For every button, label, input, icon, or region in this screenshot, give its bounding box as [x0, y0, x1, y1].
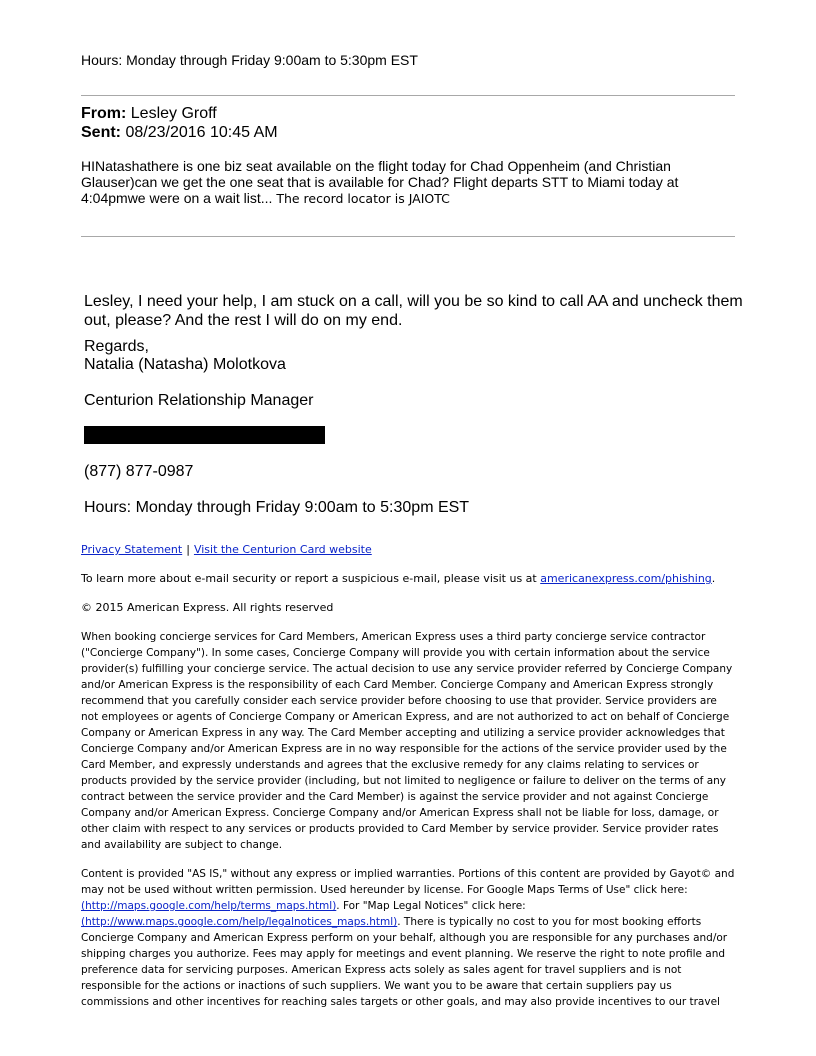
copyright-text: © 2015 American Express. All rights reserved [81, 601, 334, 614]
sent-line [81, 123, 278, 142]
sender-title: Centurion Relationship Manager [84, 392, 314, 409]
reply-body: Lesley, I need your help, I am stuck on a call, will you be so kind to call AA and uncheck them out, please? And the rest I will do on my end. [84, 293, 743, 329]
redaction-block [84, 426, 325, 444]
security-notice [81, 571, 737, 587]
sent-value: 08/23/2016 10:45 AM [125, 124, 278, 141]
from-value: Lesley Groff [130, 105, 217, 122]
sender-phone: (877) 877-0987 [84, 463, 194, 480]
content-text-3: . There is typically no cost to you for most booking efforts Concierge Company and American Express perform on your behalf, although you are responsible for any purchases and/or shipping charges you authorize. Fees may apply for meetings and event planning. We reserve the right to note profile and preference data for servicing purposes. American Express acts solely as sales agent for travel suppliers and is not responsible for the actions or inactions of such suppliers. We want you to be aware that certain suppliers pay us commissions and other incentives for reaching sales targets or other goals, and may also provide incentives to our travel [81, 916, 728, 1008]
period: . [711, 572, 716, 585]
concierge-disclaimer: When booking concierge services for Card Members, American Express uses a third party concierge service contractor ("Concierge Company"). In some cases, Concierge Company will provide you with certain information about the service provider(s) fulfilling your concierge service. The actual decision to use any service provider referred by Concierge Company and/or American Express is the responsibility of each Card Member. Concierge Company and American Express strongly recommend that you carefully consider each service provider before choosing to use that provider. Service providers are not employees or agents of Concierge Company or American Express, and are not authorized to act on behalf of Concierge Company or American Express in any way. The Card Member accepting and utilizing a service provider acknowledges that Concierge Company and/or American Express are in no way responsible for the actions of the service provider used by the Card Member, and expressly understands and agrees that the exclusive remedy for any claims relating to services or products provided by the service provider (including, but not limited to negligence or failure to deliver on the terms of any contract between the service provider and the Card Member) is against the service provider and not against Concierge Company and/or American Express. Concierge Company and/or American Express shall not be liable for loss, damage, or other claim with respect to any services or products provided to Card Member by service provider. Service provider rates and availability are subject to change. [81, 631, 733, 851]
from-line [81, 104, 217, 123]
original-message-body: HINatashathere is one biz seat available on the flight today for Chad Oppenheim (and Christian Glauser)can we get the one seat that is available for Chad? Flight departs STT to Miami today at 4:04pmwe were on a wait list... [81, 158, 679, 206]
phishing-link[interactable]: americanexpress.com/phishing [540, 572, 712, 585]
divider [81, 236, 735, 237]
content-text-2: . For "Map Legal Notices" click here: [336, 900, 526, 912]
record-locator-text: The record locator is JAIOTC [276, 191, 450, 206]
content-disclaimer [81, 866, 737, 1010]
top-hours-text: Hours: Monday through Friday 9:00am to 5:30pm EST [81, 52, 418, 68]
security-text: To learn more about e-mail security or report a suspicious e-mail, please visit us at [81, 572, 541, 585]
centurion-website-link[interactable]: Visit the Centurion Card website [193, 543, 372, 556]
maps-terms-link[interactable]: (http://maps.google.com/help/terms_maps.html) [81, 900, 337, 912]
link-separator: | [186, 543, 190, 556]
reply-hours: Hours: Monday through Friday 9:00am to 5:30pm EST [84, 499, 470, 516]
reply-regards: Regards, [84, 338, 149, 355]
sender-name: Natalia (Natasha) Molotkova [84, 356, 286, 373]
sent-label: Sent: [81, 124, 121, 141]
original-message [81, 158, 721, 207]
footer-links [81, 543, 372, 556]
divider [81, 95, 735, 96]
content-text-1: Content is provided "AS IS," without any express or implied warranties. Portions of this content are provided by Gayot© and may not be used without written permission. Used hereunder by license. For Google Maps Terms of Use" click here: [81, 868, 735, 896]
maps-legal-link[interactable]: (http://www.maps.google.com/help/legalnotices_maps.html) [81, 916, 398, 928]
from-label: From: [81, 105, 127, 122]
privacy-statement-link[interactable]: Privacy Statement [81, 543, 183, 556]
